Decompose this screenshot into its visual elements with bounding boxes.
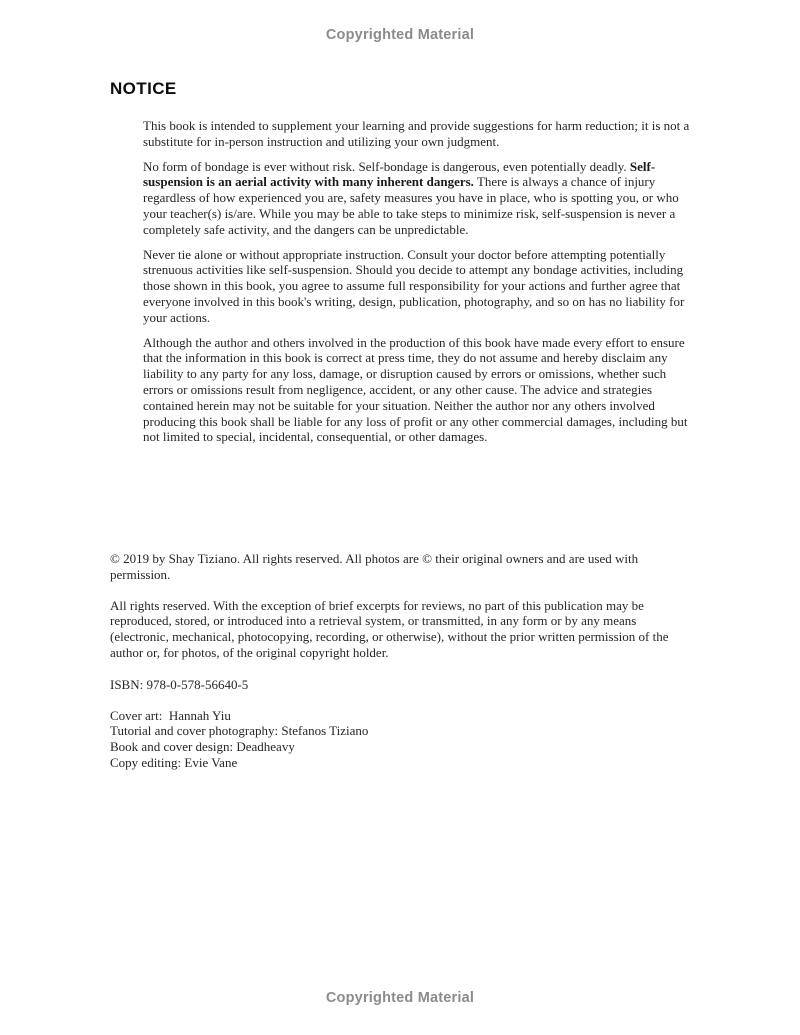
- credits-block: [110, 708, 676, 771]
- notice-paragraph-2-end: There is always a chance of injury regardless of how experienced you are, safety measures you have in place, who is spotting you, or who your teacher(s) is/are. While you may be able to take steps to minimize risk, self-suspension is never a completely safe activity, and the dangers can be unpredictable.: [143, 174, 679, 237]
- credit-copy-editing: Copy editing: Evie Vane: [110, 754, 238, 770]
- notice-body: [143, 118, 691, 445]
- notice-paragraph-2-bold-warning: Self-suspension is an aerial activity with many inherent dangers.: [143, 158, 656, 190]
- notice-paragraph-1: This book is intended to supplement your learning and provide suggestions for harm reduction; it is not a substitute for in-person instruction and utilizing your own judgment.: [143, 118, 690, 149]
- notice-paragraph-3: Never tie alone or without appropriate instruction. Consult your doctor before attempting potentially strenuous activities like self-suspension. Should you decide to attempt any bondage activities, including those shown in this book, you agree to assume full responsibility for your actions and further agree that everyone involved in this book's writing, design, publication, photography, and so on has no liability for your actions.: [143, 246, 685, 325]
- rights-statement: All rights reserved. With the exception of brief excerpts for reviews, no part of this publication may be reproduced, stored, or introduced into a retrieval system, or transmitted, in any form or by any means (electronic, mechanical, photocopying, recording, or otherwise), without the prior written permission of the author or, for photos, of the original copyright holder.: [110, 597, 669, 660]
- credit-cover-art: Cover art: Hannah Yiu: [110, 707, 231, 723]
- credit-photography: Tutorial and cover photography: Stefanos Tiziano: [110, 723, 369, 739]
- credit-design: Book and cover design: Deadheavy: [110, 739, 295, 755]
- copyright-statement: © 2019 by Shay Tiziano. All rights reserved. All photos are © their original owners and are used with permission.: [110, 551, 639, 582]
- footer-watermark: Copyrighted Material: [325, 990, 475, 1006]
- notice-heading: NOTICE: [110, 79, 177, 98]
- notice-paragraph-2: [143, 159, 691, 238]
- header-watermark: Copyrighted Material: [325, 27, 475, 43]
- colophon-section: [110, 551, 676, 771]
- notice-paragraph-2-start: No form of bondage is ever without risk. Self-bondage is dangerous, even potentially deadly.: [143, 158, 630, 174]
- notice-paragraph-4: Although the author and others involved in the production of this book have made every effort to ensure that the information in this book is correct at press time, they do not assume and hereby disclaim any liability to any party for any loss, damage, or disruption caused by errors or omissions, whether such errors or omissions result from negligence, accident, or any other cause. The advice and strategies contained herein may not be suitable for your situation. Neither the author nor any others involved producing this book shall be liable for any loss of profit or any other commercial damages, including but not limited to special, incidental, consequential, or other damages.: [143, 334, 688, 445]
- isbn-line: ISBN: 978-0-578-56640-5: [110, 676, 249, 692]
